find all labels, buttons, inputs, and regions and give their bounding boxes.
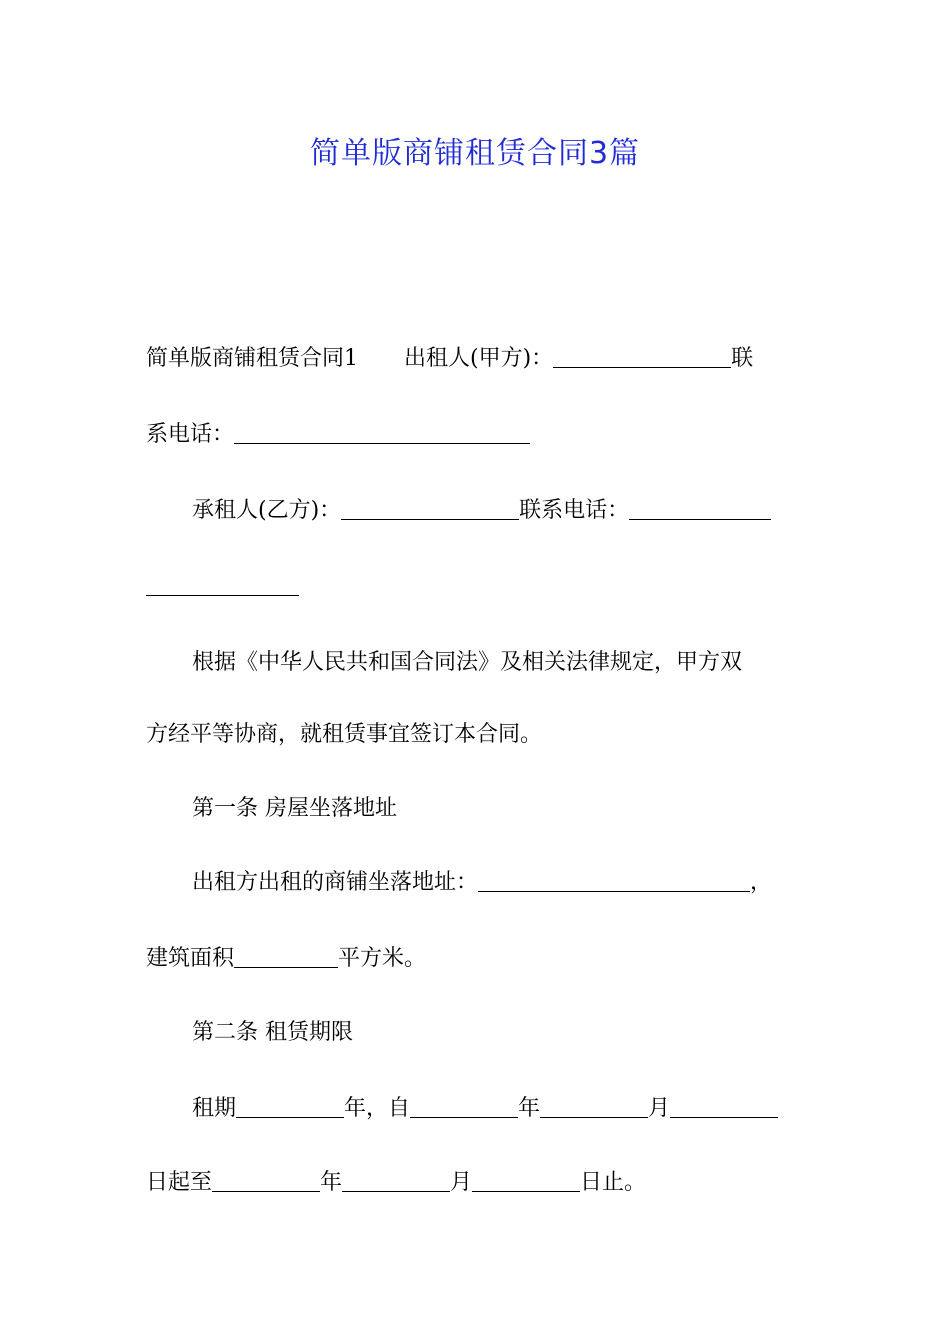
contract-heading: 简单版商铺租赁合同1 (146, 346, 358, 371)
area-label: 建筑面积 (146, 946, 235, 971)
intro-line-1 (146, 344, 810, 374)
end-month-label: 月 (450, 1170, 473, 1195)
term-year-from: 年，自 (344, 1096, 411, 1121)
lessee-contact-label: 联系电话： (519, 498, 630, 523)
start-day-blank (670, 1095, 778, 1118)
start-day-to-label: 日起至 (146, 1170, 213, 1195)
end-month-blank (342, 1169, 450, 1192)
start-year-blank (410, 1095, 518, 1118)
area-blank (234, 945, 338, 968)
lessor-phone-blank (234, 421, 530, 444)
lessee-label: 承租人(乙方)： (192, 498, 342, 523)
basis-line-1: 根据《中华人民共和国合同法》及相关法律规定，甲方双 (192, 650, 743, 675)
article-1-title: 第一条 房屋坐落地址 (192, 796, 397, 821)
address-end-punctuation: ， (750, 870, 773, 895)
lessee-phone-blank (629, 497, 771, 520)
basis-line-2: 方经平等协商，就租赁事宜签订本合同。 (146, 722, 543, 747)
start-year-label: 年 (518, 1096, 541, 1121)
address-line (192, 868, 810, 898)
lessee-phone-blank-continued (146, 573, 299, 596)
lessee-line (192, 496, 810, 526)
term-years-blank (236, 1095, 344, 1118)
lessee-name-blank (341, 497, 519, 520)
lessor-label: 出租人(甲方)： (404, 346, 554, 371)
lessor-contact-label-part1: 联 (731, 346, 754, 371)
intro-line-2 (146, 420, 810, 450)
term-label: 租期 (192, 1096, 237, 1121)
article-2-title: 第二条 租赁期限 (192, 1020, 353, 1045)
start-month-label: 月 (648, 1096, 671, 1121)
area-line (146, 944, 810, 974)
end-year-label: 年 (320, 1170, 343, 1195)
lessor-name-blank (553, 345, 731, 368)
start-month-blank (540, 1095, 648, 1118)
document-title: 简单版商铺租赁合同3篇 (309, 136, 641, 171)
term-line-2 (146, 1168, 810, 1198)
address-label: 出租方出租的商铺坐落地址： (192, 870, 479, 895)
address-blank (478, 869, 750, 892)
end-day-label: 日止。 (580, 1170, 647, 1195)
end-day-blank (472, 1169, 580, 1192)
lessor-contact-label-part2: 系电话： (146, 422, 235, 447)
area-unit: 平方米。 (338, 946, 427, 971)
end-year-blank (212, 1169, 320, 1192)
lessee-phone-continuation (146, 572, 810, 602)
term-line-1 (192, 1094, 810, 1124)
